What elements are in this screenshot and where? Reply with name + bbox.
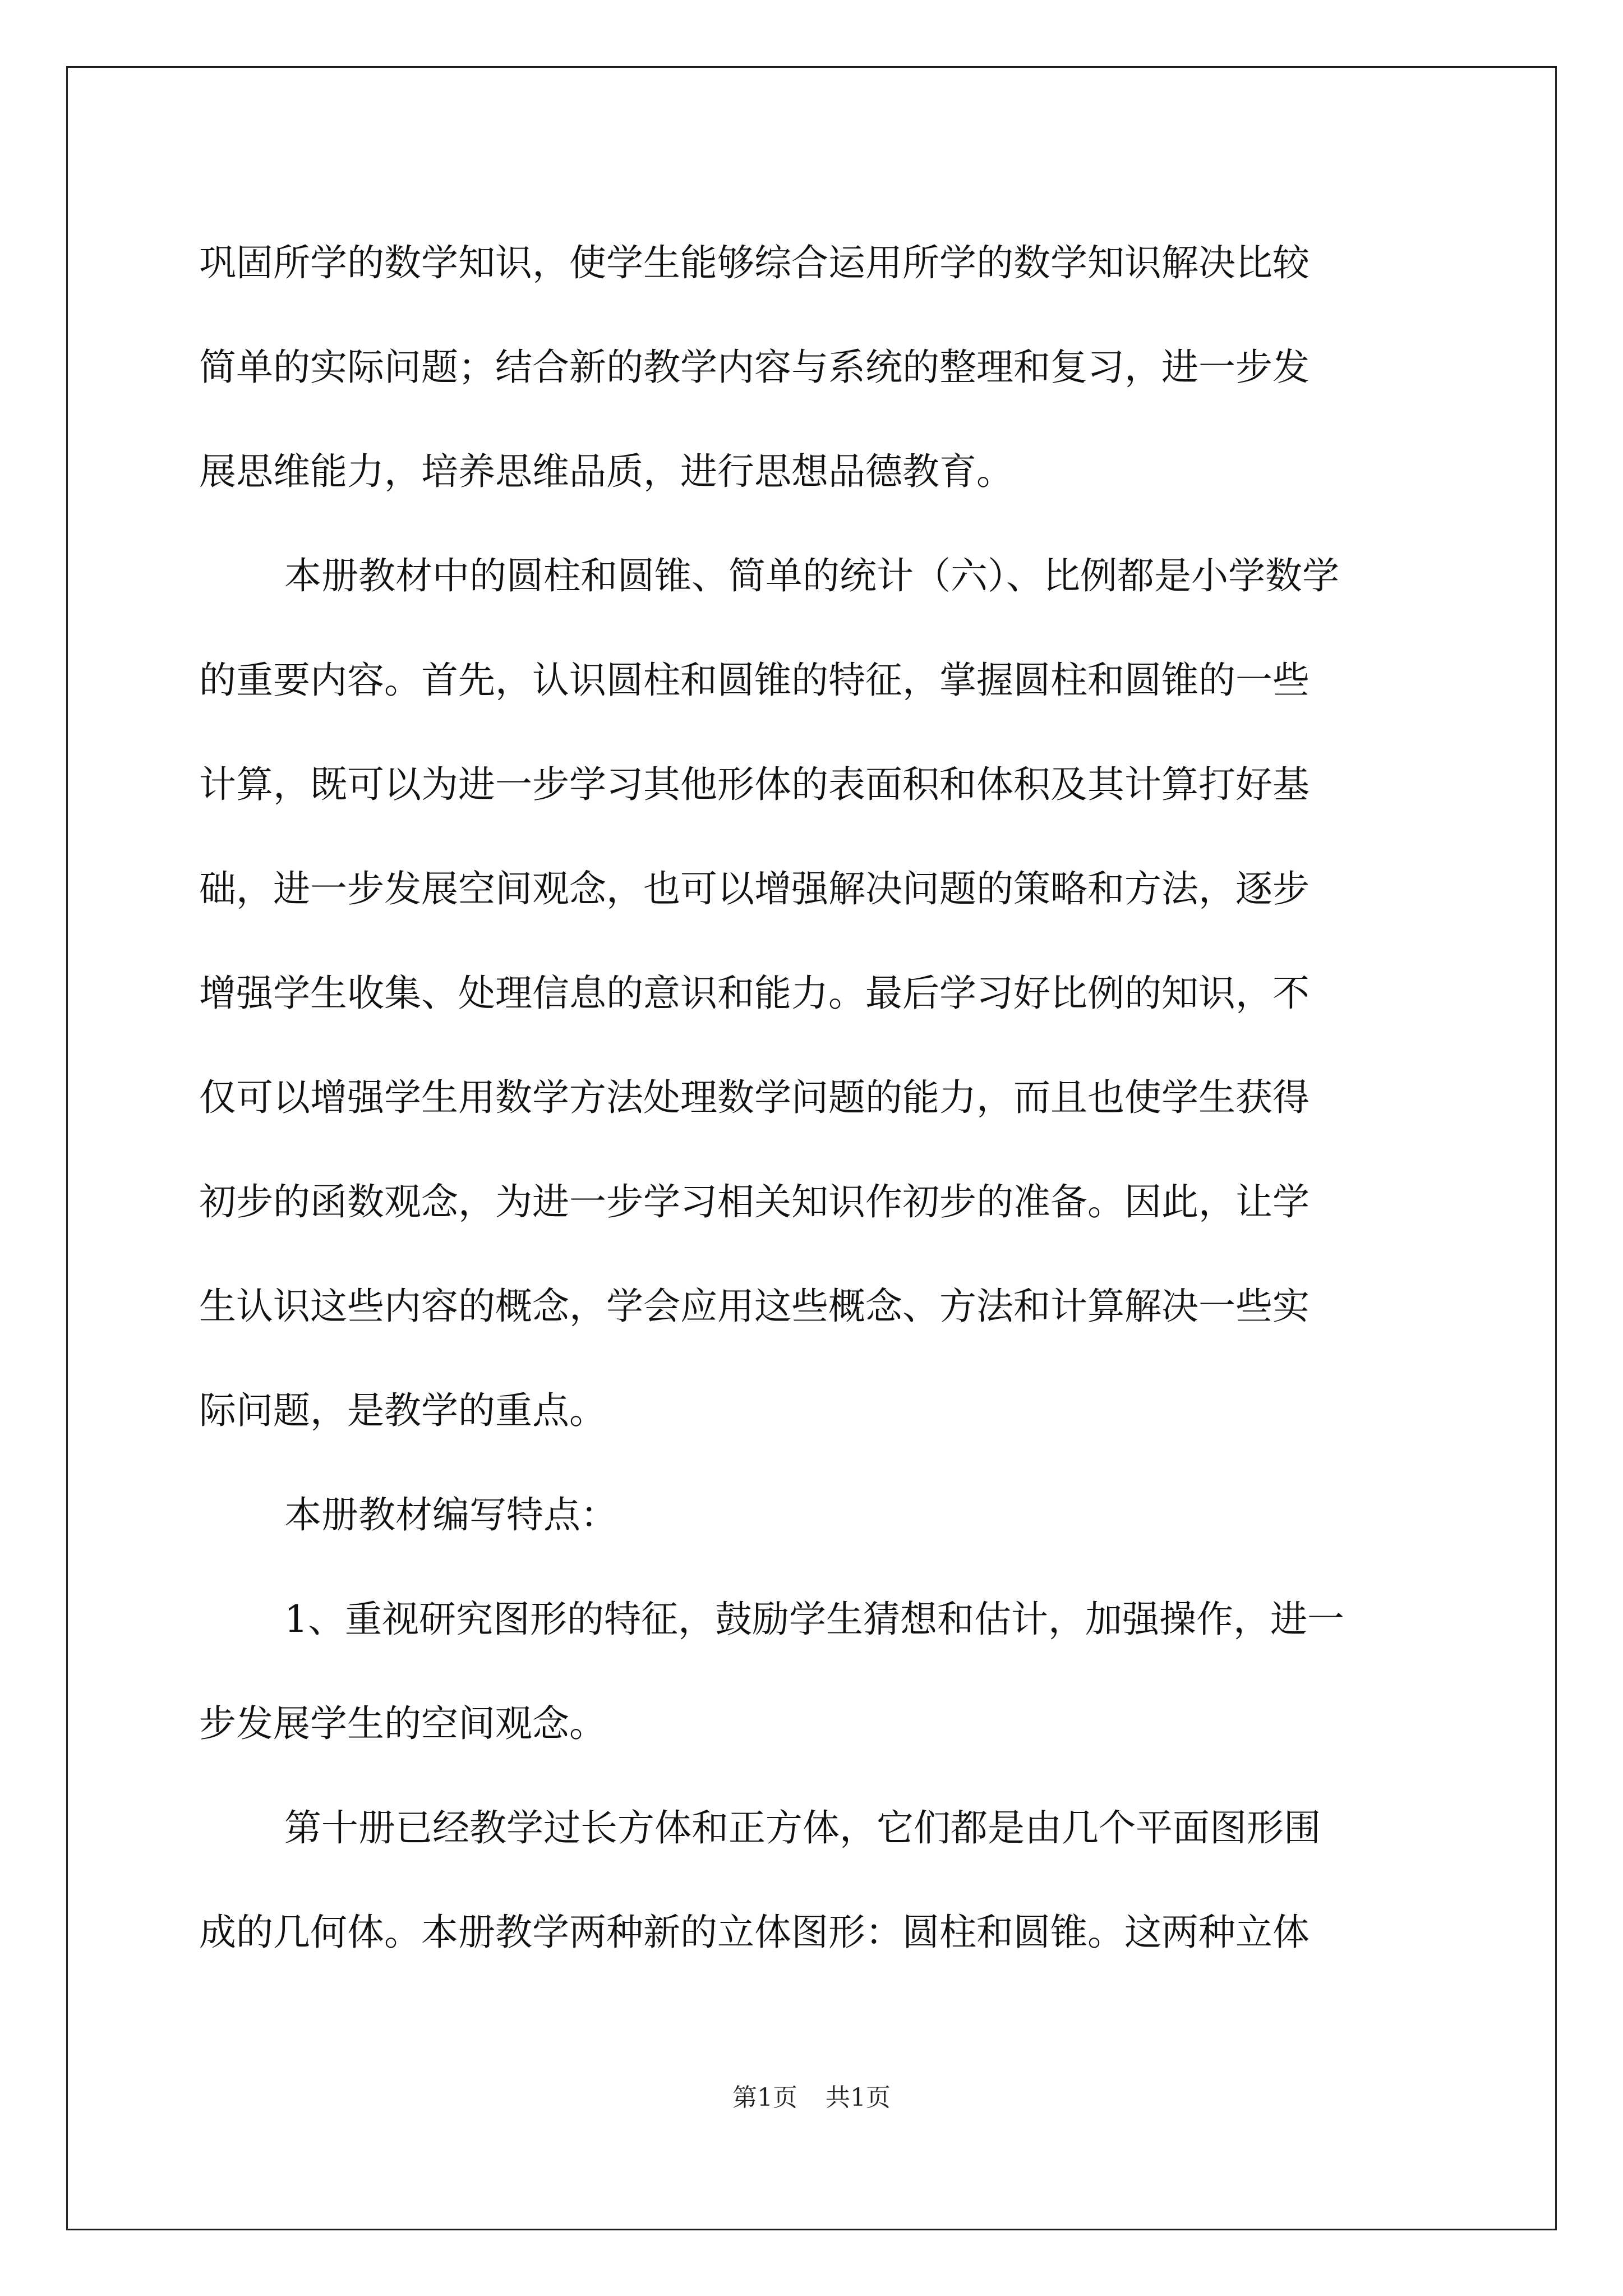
text-line: 巩固所学的数学知识，使学生能够综合运用所学的数学知识解决比较 — [199, 241, 1310, 284]
paragraph-start-line: 第十册已经教学过长方体和正方体，它们都是由几个平面图形围 — [284, 1806, 1321, 1849]
text-line: 计算，既可以为进一步学习其他形体的表面积和体积及其计算打好基 — [199, 763, 1310, 806]
text-line: 展思维能力，培养思维品质，进行思想品德教育。 — [199, 450, 1013, 493]
text-line: 步发展学生的空间观念。 — [199, 1702, 606, 1745]
text-line: 仅可以增强学生用数学方法处理数学问题的能力，而且也使学生获得 — [199, 1076, 1310, 1119]
text-line: 的重要内容。首先，认识圆柱和圆锥的特征，掌握圆柱和圆锥的一些 — [199, 659, 1310, 702]
text-line: 成的几何体。本册教学两种新的立体图形：圆柱和圆锥。这两种立体 — [199, 1911, 1310, 1954]
text-line: 际问题，是教学的重点。 — [199, 1389, 606, 1432]
text-line: 生认识这些内容的概念，学会应用这些概念、方法和计算解决一些实 — [199, 1285, 1310, 1328]
text-line: 简单的实际问题；结合新的教学内容与系统的整理和复习，进一步发 — [199, 346, 1310, 389]
document-body — [199, 211, 1422, 1985]
text-line: 初步的函数观念，为进一步学习相关知识作初步的准备。因此，让学 — [199, 1180, 1310, 1223]
page-total: 共1页 — [826, 2083, 891, 2112]
text-line: 础，进一步发展空间观念，也可以增强解决问题的策略和方法，逐步 — [199, 867, 1310, 910]
page-footer — [0, 2081, 1623, 2115]
text-line: 增强学生收集、处理信息的意识和能力。最后学习好比例的知识，不 — [199, 972, 1310, 1015]
paragraph-start-line: 本册教材中的圆柱和圆锥、简单的统计（六）、比例都是小学数学 — [284, 554, 1339, 597]
section-heading-line: 本册教材编写特点： — [284, 1493, 617, 1536]
page-number: 第1页 — [732, 2083, 797, 2112]
list-item-line: 1、重视研究图形的特征，鼓励学生猜想和估计，加强操作，进一 — [284, 1598, 1344, 1641]
